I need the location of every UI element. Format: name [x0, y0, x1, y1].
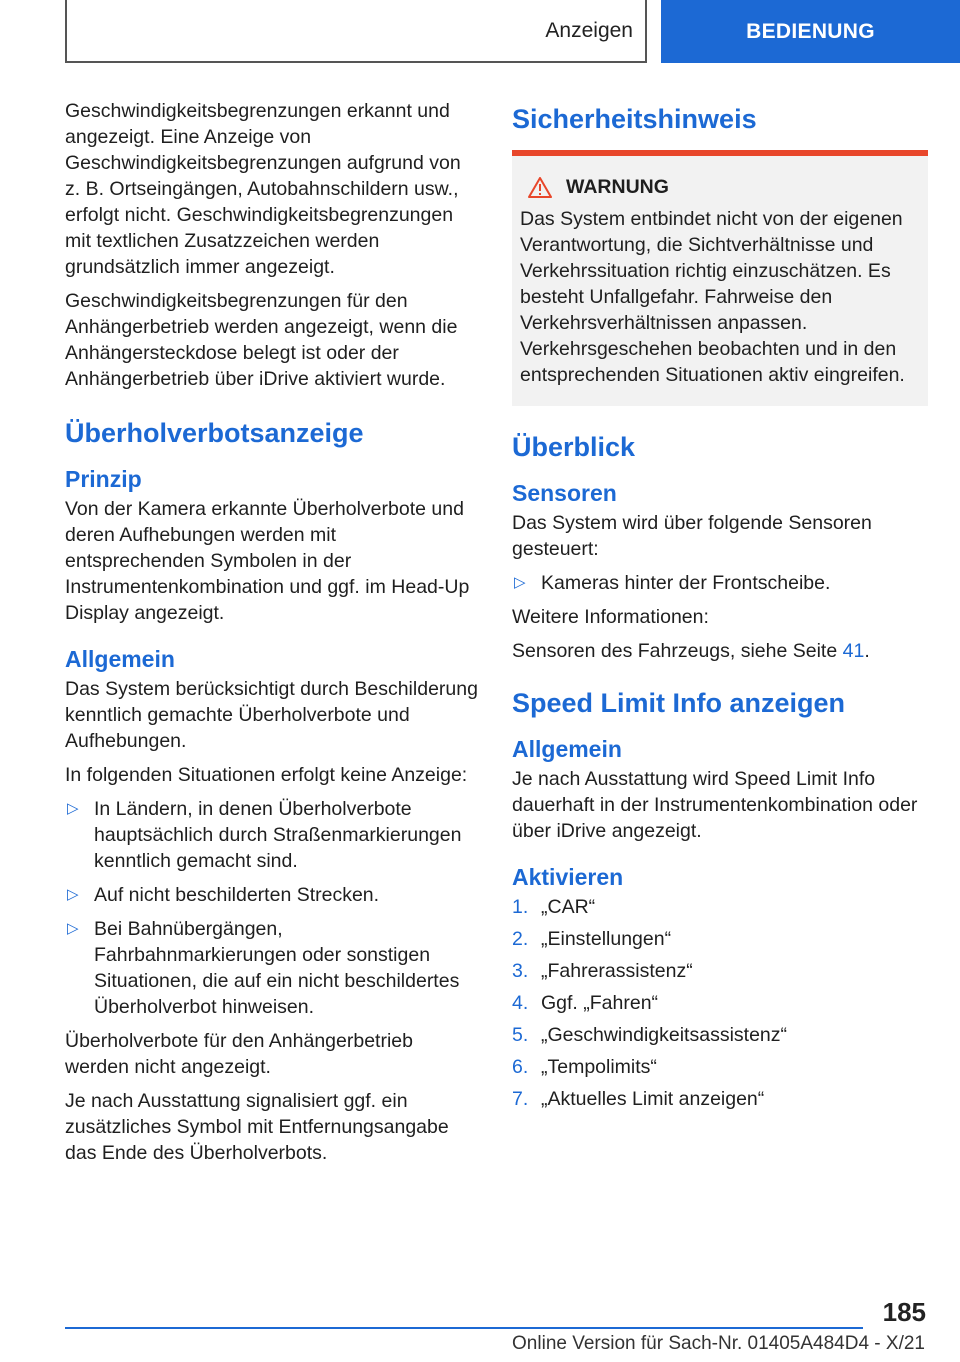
paragraph: Geschwindigkeitsbegrenzungen erkannt und angezeigt. Eine Anzeige von Geschwindigkeitsbegrenzungen aufgrund von z. B. Ortseingängen, Autobahnschildern usw., erfolgt nicht. Geschwindigkeitsbegrenzungen mit textlichen Zusatzzeichen werden grundsätzlich immer angezeigt.: [65, 100, 461, 278]
heading-sensoren: Sensoren: [512, 480, 617, 506]
page-link[interactable]: 41: [842, 640, 865, 662]
heading-prinzip: Prinzip: [65, 466, 142, 492]
heading-ueberholverbotsanzeige: Überholverbotsanzeige: [65, 418, 364, 448]
list-item: 4. Ggf. „Fahren“: [512, 992, 659, 1014]
warning-box: [512, 150, 928, 406]
paragraph: Von der Kamera erkannte Überholverbote und deren Aufhebungen werden mit entsprechenden Symbolen in der Instrumentenkombination und ggf. im Head-Up Display angezeigt.: [65, 498, 470, 624]
paragraph: Das System wird über folgende Sensoren gesteuert:: [512, 512, 872, 560]
heading-allgemein: Allgemein: [65, 646, 175, 672]
steps-list: [512, 894, 928, 1112]
list-item: ▷ Auf nicht beschilderten Strecken.: [67, 884, 380, 906]
left-column: [65, 98, 481, 1174]
heading-ueberblick: Überblick: [512, 432, 636, 462]
header-chapter-label: BEDIENUNG: [746, 19, 875, 43]
header-section-label: Anzeigen: [545, 18, 633, 42]
list-item: ▷ In Ländern, in denen Überholverbote hauptsächlich durch Straßenmarkierungen kenntlich gemacht sind.: [67, 798, 462, 872]
warning-triangle-icon: [528, 177, 552, 198]
triangle-bullet-icon: ▷: [67, 920, 79, 937]
heading-aktivieren: Aktivieren: [512, 864, 624, 890]
paragraph: Das System berücksichtigt durch Beschilderung kenntlich gemachte Überholverbote und Aufhebungen.: [65, 678, 478, 752]
header-chapter-tab: [661, 0, 960, 63]
triangle-bullet-icon: ▷: [67, 886, 79, 903]
bullet-list: [512, 570, 928, 596]
warning-text: Das System entbindet nicht von der eigenen Verantwortung, die Sichtverhältnisse und Verkehrssituation richtig einzuschätzen. Es besteht Unfallgefahr. Fahrweise den Verkehrsverhältnissen anpassen. Verkehrsgeschehen beobachten und in den entsprechenden Situationen aktiv eingreifen.: [520, 208, 905, 386]
list-item: ▷ Bei Bahnübergängen, Fahrbahnmarkierungen oder sonstigen Situationen, die auf ein nicht beschildertes Überholverbot hinweisen.: [67, 918, 460, 1018]
warning-label: WARNUNG: [566, 176, 669, 198]
triangle-bullet-icon: ▷: [514, 574, 526, 591]
heading-allgemein: Allgemein: [512, 736, 622, 762]
list-item: ▷ Kameras hinter der Frontscheibe.: [514, 572, 831, 594]
list-item: 5. „Geschwindigkeitsassistenz“: [512, 1024, 788, 1046]
triangle-bullet-icon: ▷: [67, 800, 79, 817]
paragraph-reference: Sensoren des Fahrzeugs, siehe Seite 41.: [512, 640, 870, 662]
page-number: 185: [882, 1297, 926, 1327]
right-column: [512, 98, 928, 1118]
header-section-tab: [65, 0, 647, 63]
paragraph: Je nach Ausstattung wird Speed Limit Info dauerhaft in der Instrumentenkombination oder über iDrive angezeigt.: [512, 768, 918, 842]
paragraph: Geschwindigkeitsbegrenzungen für den Anhängerbetrieb werden angezeigt, wenn die Anhängersteckdose belegt ist oder der Anhängerbetrieb über iDrive aktiviert wurde.: [65, 290, 458, 390]
heading-sicherheitshinweis: Sicherheitshinweis: [512, 104, 757, 134]
paragraph: Weitere Informationen:: [512, 606, 709, 628]
bullet-list: [65, 796, 481, 1020]
list-item: 7. „Aktuelles Limit anzeigen“: [512, 1088, 765, 1110]
paragraph: Überholverbote für den Anhängerbetrieb werden nicht angezeigt.: [65, 1030, 413, 1078]
list-item: 1. „CAR“: [512, 896, 596, 918]
list-item: 3. „Fahrerassistenz“: [512, 960, 693, 982]
heading-speed-limit-info: Speed Limit Info anzeigen: [512, 688, 846, 718]
list-item: 2. „Einstellungen“: [512, 928, 672, 950]
footer-divider: [65, 1327, 863, 1329]
paragraph: In folgenden Situationen erfolgt keine Anzeige:: [65, 764, 468, 786]
paragraph: Je nach Ausstattung signalisiert ggf. ein zusätzliches Symbol mit Entfernungsangabe das Ende des Überholverbots.: [65, 1090, 449, 1164]
warning-header: [528, 174, 920, 200]
footer-online-version: Online Version für Sach-Nr. 01405A484D4 - X/21: [512, 1333, 925, 1354]
list-item: 6. „Tempolimits“: [512, 1056, 657, 1078]
